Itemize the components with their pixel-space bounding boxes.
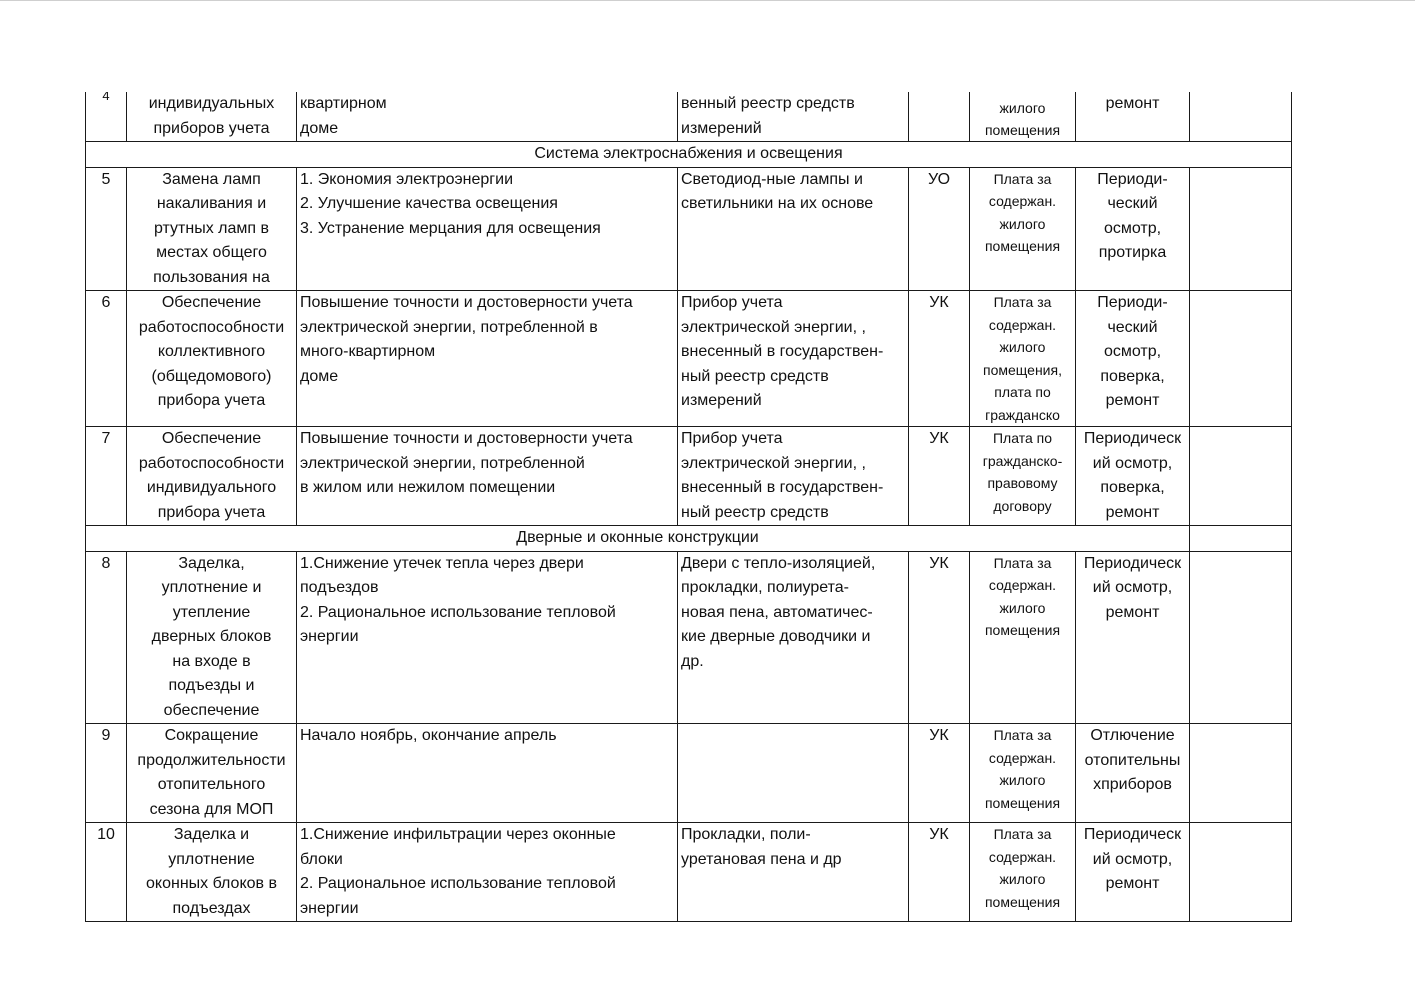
blank-cell bbox=[1190, 167, 1292, 291]
cell-line: Прибор учета bbox=[681, 294, 783, 311]
cell-line: жилого bbox=[999, 871, 1046, 887]
cell-line: помещения bbox=[984, 622, 1061, 638]
cell-line: доме bbox=[300, 367, 339, 385]
blank-cell bbox=[1190, 427, 1292, 526]
cell-line: подъездов bbox=[300, 579, 379, 596]
cell-line: 2. Рациональное использование тепловой bbox=[300, 603, 616, 621]
cell-line: продолжительности bbox=[137, 751, 286, 769]
responsible-cell: УО bbox=[909, 167, 970, 291]
cell-line: уплотнение и bbox=[161, 579, 262, 596]
cell-line: прибора учета bbox=[157, 503, 266, 521]
funding-cell bbox=[970, 427, 1076, 526]
cell-line: Повышение точности и достоверности учета bbox=[300, 294, 633, 311]
cell-line: Плата за bbox=[993, 727, 1052, 743]
cell-line: измерений bbox=[681, 392, 762, 409]
cell-line: сезона для МОП bbox=[149, 800, 274, 818]
cell-line: ный реестр средств bbox=[681, 503, 829, 521]
cell-line: приборов учета bbox=[153, 119, 270, 137]
blank-cell bbox=[1190, 291, 1292, 427]
maintenance-cell bbox=[1076, 92, 1190, 142]
equipment-cell bbox=[678, 92, 909, 142]
measure-cell bbox=[127, 167, 297, 291]
cell-line: 2. Улучшение качества освещения bbox=[300, 195, 558, 212]
cell-line: протирка bbox=[1098, 244, 1167, 261]
responsible-cell: УК bbox=[909, 291, 970, 427]
cell-line: ий осмотр, bbox=[1092, 454, 1173, 472]
cell-line: Начало ноябрь, окончание апрель bbox=[300, 727, 557, 744]
cell-line: осмотр, bbox=[1103, 343, 1162, 360]
blank-cell bbox=[1190, 92, 1292, 142]
cell-line: ремонт bbox=[1105, 503, 1160, 521]
cell-line: энергии bbox=[300, 628, 359, 645]
cell-line: оконных блоков в bbox=[146, 875, 277, 892]
row-number: 8 bbox=[86, 551, 127, 724]
cell-line: внесенный в государствен- bbox=[681, 479, 884, 496]
cell-line: ремонт bbox=[1105, 95, 1160, 112]
table-row bbox=[86, 551, 1292, 724]
cell-line: Светодиод-ные лампы и bbox=[681, 170, 863, 188]
cell-line: электрической энергии, , bbox=[681, 454, 866, 472]
measure-cell bbox=[127, 291, 297, 427]
cell-line: новая пена, автоматичес- bbox=[681, 603, 873, 621]
maintenance-cell bbox=[1076, 823, 1190, 922]
cell-line: Плата за bbox=[993, 170, 1052, 187]
cell-line: Периодическ bbox=[1083, 430, 1182, 447]
cell-line: помещения bbox=[984, 794, 1061, 811]
cell-line: пользования на bbox=[153, 268, 270, 286]
row-number: 7 bbox=[86, 427, 127, 526]
cell-line: Периодическ bbox=[1083, 554, 1182, 572]
equipment-cell bbox=[678, 551, 909, 724]
cell-line: договору bbox=[993, 497, 1052, 514]
goals-cell bbox=[297, 291, 678, 427]
cell-line: на входе в bbox=[172, 652, 251, 670]
funding-cell bbox=[970, 551, 1076, 724]
measure-cell bbox=[127, 724, 297, 823]
measures-table bbox=[85, 92, 1292, 922]
goals-cell bbox=[297, 92, 678, 142]
cell-line: жилого bbox=[999, 599, 1046, 616]
row-number: 10 bbox=[86, 823, 127, 922]
cell-line: осмотр, bbox=[1103, 219, 1162, 237]
cell-line: отопительного bbox=[157, 776, 266, 793]
goals-cell bbox=[297, 427, 678, 526]
cell-line: 1.Снижение утечек тепла через двери bbox=[300, 554, 584, 572]
table-row bbox=[86, 167, 1292, 291]
goals-cell bbox=[297, 823, 678, 922]
cell-line: ий осмотр, bbox=[1092, 850, 1173, 868]
goals-cell bbox=[297, 551, 678, 724]
cell-line: блоки bbox=[300, 850, 343, 868]
cell-line: работоспособности bbox=[138, 318, 285, 336]
cell-line: Плата за bbox=[993, 294, 1052, 310]
cell-line: 1. Экономия электроэнергии bbox=[300, 170, 514, 188]
cell-line: Замена ламп bbox=[162, 170, 261, 188]
cell-line: 3. Устранение мерцания для освещения bbox=[300, 219, 601, 237]
measure-cell bbox=[127, 427, 297, 526]
equipment-cell bbox=[678, 167, 909, 291]
cell-line: отопительны bbox=[1084, 751, 1181, 769]
cell-line: Периодическ bbox=[1083, 826, 1182, 843]
cell-line: Отлючение bbox=[1090, 727, 1175, 744]
responsible-cell: УК bbox=[909, 551, 970, 724]
funding-cell bbox=[970, 291, 1076, 427]
page-top-rule bbox=[0, 0, 1415, 1]
cell-line: подъезды и bbox=[168, 677, 255, 694]
cell-line: прибора учета bbox=[157, 392, 266, 409]
cell-line: прокладки, полиурета- bbox=[681, 579, 849, 596]
cell-line: индивидуального bbox=[146, 479, 277, 496]
cell-line: много-квартирном bbox=[300, 343, 436, 360]
cell-line: Прокладки, поли- bbox=[681, 826, 811, 843]
cell-line: жилого bbox=[999, 215, 1046, 232]
responsible-cell bbox=[909, 92, 970, 142]
cell-line: Плата за bbox=[993, 826, 1052, 842]
table-row bbox=[86, 291, 1292, 427]
cell-line: ремонт bbox=[1105, 875, 1160, 892]
cell-line: помещения bbox=[984, 122, 1061, 138]
cell-line: измерений bbox=[681, 119, 762, 137]
maintenance-cell bbox=[1076, 291, 1190, 427]
measure-cell bbox=[127, 92, 297, 142]
cell-line: энергии bbox=[300, 899, 359, 917]
table-row bbox=[86, 823, 1292, 922]
cell-line: Периоди- bbox=[1097, 170, 1168, 188]
cell-line: электрической энергии, , bbox=[681, 318, 866, 336]
cell-line: помещения bbox=[984, 238, 1061, 254]
goals-cell bbox=[297, 167, 678, 291]
funding-cell bbox=[970, 92, 1076, 142]
cell-line: поверка, bbox=[1100, 367, 1165, 385]
section-row bbox=[86, 142, 1292, 168]
cell-line: жилого bbox=[999, 772, 1046, 788]
cell-line: Заделка, bbox=[178, 554, 245, 572]
cell-line: доме bbox=[300, 119, 339, 137]
cell-line: электрической энергии, потребленной bbox=[300, 454, 585, 472]
cell-line: уплотнение bbox=[168, 850, 255, 868]
funding-cell bbox=[970, 724, 1076, 823]
cell-line: кие дверные доводчики и bbox=[681, 628, 871, 645]
table-row bbox=[86, 724, 1292, 823]
cell-line: внесенный в государствен- bbox=[681, 343, 884, 360]
responsible-cell: УК bbox=[909, 823, 970, 922]
table-row bbox=[86, 92, 1292, 142]
blank-cell bbox=[1190, 823, 1292, 922]
row-number: 6 bbox=[86, 291, 127, 427]
cell-line: электрической энергии, потребленной в bbox=[300, 318, 598, 336]
cell-line: венный реестр средств bbox=[681, 95, 855, 112]
row-number: 9 bbox=[86, 724, 127, 823]
cell-line: гражданско- bbox=[982, 452, 1063, 469]
cell-line: Прибор учета bbox=[681, 430, 783, 447]
blank-cell bbox=[1190, 526, 1292, 552]
maintenance-cell bbox=[1076, 427, 1190, 526]
cell-line: Периоди- bbox=[1097, 294, 1168, 311]
cell-line: индивидуальных bbox=[148, 95, 275, 112]
funding-cell bbox=[970, 167, 1076, 291]
cell-line: др. bbox=[681, 652, 704, 670]
cell-line: уретановая пена и др bbox=[681, 850, 842, 868]
cell-line: в жилом или нежилом помещении bbox=[300, 479, 556, 496]
table-row bbox=[86, 427, 1292, 526]
cell-line: гражданско bbox=[985, 406, 1060, 423]
cell-line: Обеспечение bbox=[161, 430, 262, 447]
cell-line: ный реестр средств bbox=[681, 367, 829, 385]
cell-line: ческий bbox=[1107, 318, 1158, 336]
cell-line: содержан. bbox=[988, 749, 1057, 766]
row-number: 5 bbox=[86, 167, 127, 291]
section-title: Система электроснабжения и освещения bbox=[86, 142, 1292, 168]
cell-line: дверных блоков bbox=[151, 628, 272, 645]
cell-line: накаливания и bbox=[156, 195, 267, 212]
equipment-cell bbox=[678, 427, 909, 526]
equipment-cell bbox=[678, 823, 909, 922]
cell-line: Двери с тепло-изоляцией, bbox=[681, 554, 876, 572]
cell-line: 1.Снижение инфильтрации через оконные bbox=[300, 826, 616, 843]
measure-cell bbox=[127, 551, 297, 724]
row-number: 4 bbox=[86, 92, 127, 142]
cell-line: Сокращение bbox=[164, 727, 259, 744]
cell-line: светильники на их основе bbox=[681, 195, 874, 212]
cell-line: Заделка и bbox=[173, 826, 250, 843]
equipment-cell bbox=[678, 291, 909, 427]
measure-cell bbox=[127, 823, 297, 922]
cell-line: Плата за bbox=[993, 554, 1052, 571]
section-title: Дверные и оконные конструкции bbox=[86, 526, 1190, 552]
cell-line: хприборов bbox=[1093, 776, 1172, 793]
cell-line: Плата по bbox=[992, 430, 1052, 446]
cell-line: содержан. bbox=[988, 316, 1057, 333]
cell-line: ремонт bbox=[1105, 392, 1160, 409]
cell-line: работоспособности bbox=[138, 454, 285, 472]
cell-line: квартирном bbox=[300, 95, 387, 112]
cell-line: помещения, bbox=[983, 361, 1062, 378]
blank-cell bbox=[1190, 551, 1292, 724]
responsible-cell: УК bbox=[909, 427, 970, 526]
cell-line: содержан. bbox=[988, 848, 1057, 865]
cell-line: (общедомового) bbox=[151, 367, 272, 385]
section-row bbox=[86, 526, 1292, 552]
cell-line: 2. Рациональное использование тепловой bbox=[300, 875, 616, 892]
cell-line: правовому bbox=[987, 475, 1058, 491]
cell-line: ческий bbox=[1107, 195, 1158, 212]
responsible-cell: УК bbox=[909, 724, 970, 823]
maintenance-cell bbox=[1076, 724, 1190, 823]
cell-line: местах общего bbox=[156, 244, 267, 261]
cell-line: жилого bbox=[999, 100, 1046, 116]
cell-line: Обеспечение bbox=[161, 294, 262, 311]
maintenance-cell bbox=[1076, 551, 1190, 724]
cell-line: поверка, bbox=[1100, 479, 1165, 496]
cell-line: содержан. bbox=[988, 193, 1057, 209]
blank-cell bbox=[1190, 724, 1292, 823]
maintenance-cell bbox=[1076, 167, 1190, 291]
cell-line: плата по bbox=[994, 384, 1051, 400]
cell-line: жилого bbox=[999, 339, 1046, 355]
cell-line: помещения bbox=[984, 893, 1061, 910]
cell-line: ртутных ламп в bbox=[153, 219, 269, 237]
cell-line: подъездах bbox=[172, 899, 251, 917]
cell-line: содержан. bbox=[988, 577, 1057, 593]
cell-line: обеспечение bbox=[163, 701, 260, 719]
funding-cell bbox=[970, 823, 1076, 922]
cell-line: ремонт bbox=[1105, 603, 1160, 621]
equipment-cell bbox=[678, 724, 909, 823]
cell-line: Повышение точности и достоверности учета bbox=[300, 430, 633, 447]
cell-line: утепление bbox=[172, 603, 251, 621]
goals-cell bbox=[297, 724, 678, 823]
cell-line: ий осмотр, bbox=[1092, 579, 1173, 596]
cell-line: коллективного bbox=[157, 343, 266, 360]
